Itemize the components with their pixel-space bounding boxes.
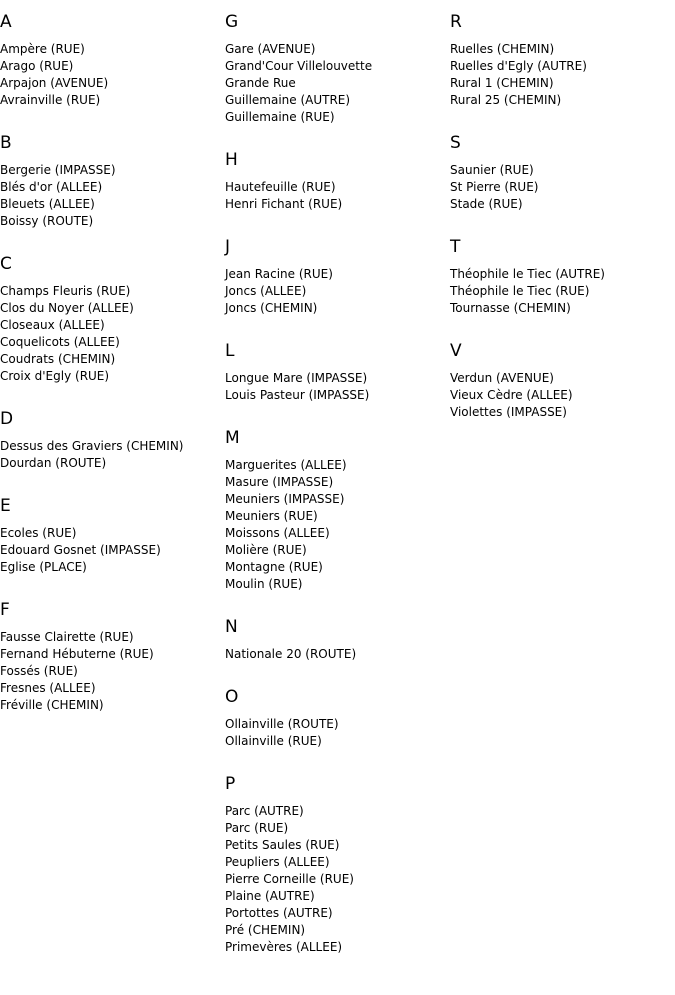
street-item[interactable]: Ecoles (RUE) [0, 526, 77, 540]
street-list [0, 438, 225, 472]
street-item[interactable]: Marguerites (ALLEE) [225, 458, 347, 472]
street-item[interactable]: Stade (RUE) [450, 197, 523, 211]
section-letter-heading: L [225, 341, 235, 361]
street-item[interactable]: Coquelicots (ALLEE) [0, 335, 120, 349]
section-letter-heading: G [225, 12, 239, 32]
street-item[interactable]: Coudrats (CHEMIN) [0, 352, 116, 366]
street-item[interactable]: Champs Fleuris (RUE) [0, 284, 131, 298]
street-item[interactable]: Fernand Hébuterne (RUE) [0, 647, 154, 661]
street-item[interactable]: Fossés (RUE) [0, 664, 78, 678]
street-item[interactable]: Pierre Corneille (RUE) [225, 872, 354, 886]
letter-section [0, 132, 225, 230]
street-item[interactable]: Saunier (RUE) [450, 163, 534, 177]
section-letter-heading: C [0, 254, 12, 274]
street-item[interactable]: Clos du Noyer (ALLEE) [0, 301, 134, 315]
street-list [0, 41, 225, 109]
street-item[interactable]: Vieux Cèdre (ALLEE) [450, 388, 573, 402]
street-list [225, 179, 450, 213]
street-item[interactable]: Petits Saules (RUE) [225, 838, 340, 852]
street-item[interactable]: Portottes (AUTRE) [225, 906, 333, 920]
street-item[interactable]: Longue Mare (IMPASSE) [225, 371, 368, 385]
street-item[interactable]: Violettes (IMPASSE) [450, 405, 567, 419]
street-item[interactable]: Ampère (RUE) [0, 42, 85, 56]
street-item[interactable]: Arpajon (AVENUE) [0, 76, 109, 90]
street-item[interactable]: Ollainville (RUE) [225, 734, 322, 748]
street-item[interactable]: Eglise (PLACE) [0, 560, 87, 574]
street-item[interactable]: Henri Fichant (RUE) [225, 197, 343, 211]
street-item[interactable]: Meuniers (RUE) [225, 509, 318, 523]
street-item[interactable]: Blés d'or (ALLEE) [0, 180, 103, 194]
street-item[interactable]: Rural 1 (CHEMIN) [450, 76, 554, 90]
section-letter-heading: A [0, 12, 12, 32]
letter-section [0, 495, 225, 576]
street-item[interactable]: Montagne (RUE) [225, 560, 323, 574]
street-item[interactable]: Pré (CHEMIN) [225, 923, 306, 937]
street-item[interactable]: Jean Racine (RUE) [225, 267, 333, 281]
street-list [0, 629, 225, 714]
letter-section [225, 340, 450, 404]
street-item[interactable]: Closeaux (ALLEE) [0, 318, 105, 332]
street-item[interactable]: Ollainville (ROUTE) [225, 717, 339, 731]
street-item[interactable]: Meuniers (IMPASSE) [225, 492, 345, 506]
letter-section [0, 408, 225, 472]
street-item[interactable]: Dourdan (ROUTE) [0, 456, 107, 470]
street-item[interactable]: Croix d'Egly (RUE) [0, 369, 110, 383]
street-item[interactable]: Tournasse (CHEMIN) [450, 301, 571, 315]
street-item[interactable]: Plaine (AUTRE) [225, 889, 315, 903]
section-letter-heading: R [450, 12, 462, 32]
street-list [450, 41, 675, 109]
street-list [225, 803, 450, 956]
street-item[interactable]: Joncs (CHEMIN) [225, 301, 318, 315]
section-letter-heading: V [450, 341, 462, 361]
street-list [0, 283, 225, 385]
street-item[interactable]: Théophile le Tiec (AUTRE) [450, 267, 605, 281]
letter-section [0, 253, 225, 385]
street-item[interactable]: Théophile le Tiec (RUE) [450, 284, 590, 298]
index-column [0, 11, 225, 737]
section-letter-heading: F [0, 600, 10, 620]
street-item[interactable]: Primevères (ALLEE) [225, 940, 343, 954]
street-list [225, 370, 450, 404]
street-list [225, 646, 450, 663]
street-item[interactable]: Grande Rue [225, 76, 296, 90]
street-item[interactable]: Ruelles (CHEMIN) [450, 42, 555, 56]
street-item[interactable]: Fréville (CHEMIN) [0, 698, 104, 712]
street-item[interactable]: Parc (RUE) [225, 821, 289, 835]
street-item[interactable]: Moulin (RUE) [225, 577, 303, 591]
street-item[interactable]: Fausse Clairette (RUE) [0, 630, 134, 644]
section-letter-heading: B [0, 133, 12, 153]
street-item[interactable]: Avrainville (RUE) [0, 93, 101, 107]
street-list [0, 162, 225, 230]
street-list [0, 525, 225, 576]
street-item[interactable]: Ruelles d'Egly (AUTRE) [450, 59, 587, 73]
letter-section [225, 11, 450, 126]
letter-section [0, 599, 225, 714]
street-item[interactable]: Arago (RUE) [0, 59, 74, 73]
section-letter-heading: O [225, 687, 239, 707]
street-item[interactable]: Hautefeuille (RUE) [225, 180, 336, 194]
street-item[interactable]: Rural 25 (CHEMIN) [450, 93, 562, 107]
street-list [450, 266, 675, 317]
street-item[interactable]: Guillemaine (AUTRE) [225, 93, 351, 107]
street-list [225, 457, 450, 593]
letter-section [225, 616, 450, 663]
street-item[interactable]: Verdun (AVENUE) [450, 371, 554, 385]
street-item[interactable]: Nationale 20 (ROUTE) [225, 647, 357, 661]
street-item[interactable]: Masure (IMPASSE) [225, 475, 334, 489]
street-item[interactable]: Parc (AUTRE) [225, 804, 304, 818]
section-letter-heading: D [0, 409, 14, 429]
section-letter-heading: H [225, 150, 238, 170]
street-list [225, 716, 450, 750]
street-item[interactable]: Boissy (ROUTE) [0, 214, 94, 228]
letter-section [0, 11, 225, 109]
street-item[interactable]: St Pierre (RUE) [450, 180, 539, 194]
section-letter-heading: S [450, 133, 461, 153]
section-letter-heading: E [0, 496, 11, 516]
letter-section [225, 236, 450, 317]
street-item[interactable]: Louis Pasteur (IMPASSE) [225, 388, 370, 402]
street-item[interactable]: Gare (AVENUE) [225, 42, 316, 56]
street-list [225, 41, 450, 126]
letter-section [225, 149, 450, 213]
street-list [450, 162, 675, 213]
street-item[interactable]: Moissons (ALLEE) [225, 526, 330, 540]
letter-section [225, 686, 450, 750]
section-letter-heading: N [225, 617, 238, 637]
street-item[interactable]: Fresnes (ALLEE) [0, 681, 96, 695]
letter-section [225, 427, 450, 593]
section-letter-heading: J [225, 237, 231, 257]
street-item[interactable]: Dessus des Graviers (CHEMIN) [0, 439, 184, 453]
letter-section [450, 236, 675, 317]
index-column [225, 11, 450, 979]
letter-section [225, 773, 450, 956]
section-letter-heading: P [225, 774, 236, 794]
street-item[interactable]: Joncs (ALLEE) [225, 284, 307, 298]
street-item[interactable]: Edouard Gosnet (IMPASSE) [0, 543, 161, 557]
section-letter-heading: M [225, 428, 240, 448]
street-list [450, 370, 675, 421]
street-item[interactable]: Guillemaine (RUE) [225, 110, 335, 124]
street-list [225, 266, 450, 317]
street-item[interactable]: Grand'Cour Villelouvette [225, 59, 373, 73]
index-column [450, 11, 675, 444]
letter-section [450, 340, 675, 421]
section-letter-heading: T [450, 237, 461, 257]
street-item[interactable]: Bergerie (IMPASSE) [0, 163, 116, 177]
street-item[interactable]: Bleuets (ALLEE) [0, 197, 95, 211]
letter-section [450, 132, 675, 213]
letter-section [450, 11, 675, 109]
street-item[interactable]: Peupliers (ALLEE) [225, 855, 330, 869]
street-item[interactable]: Molière (RUE) [225, 543, 307, 557]
